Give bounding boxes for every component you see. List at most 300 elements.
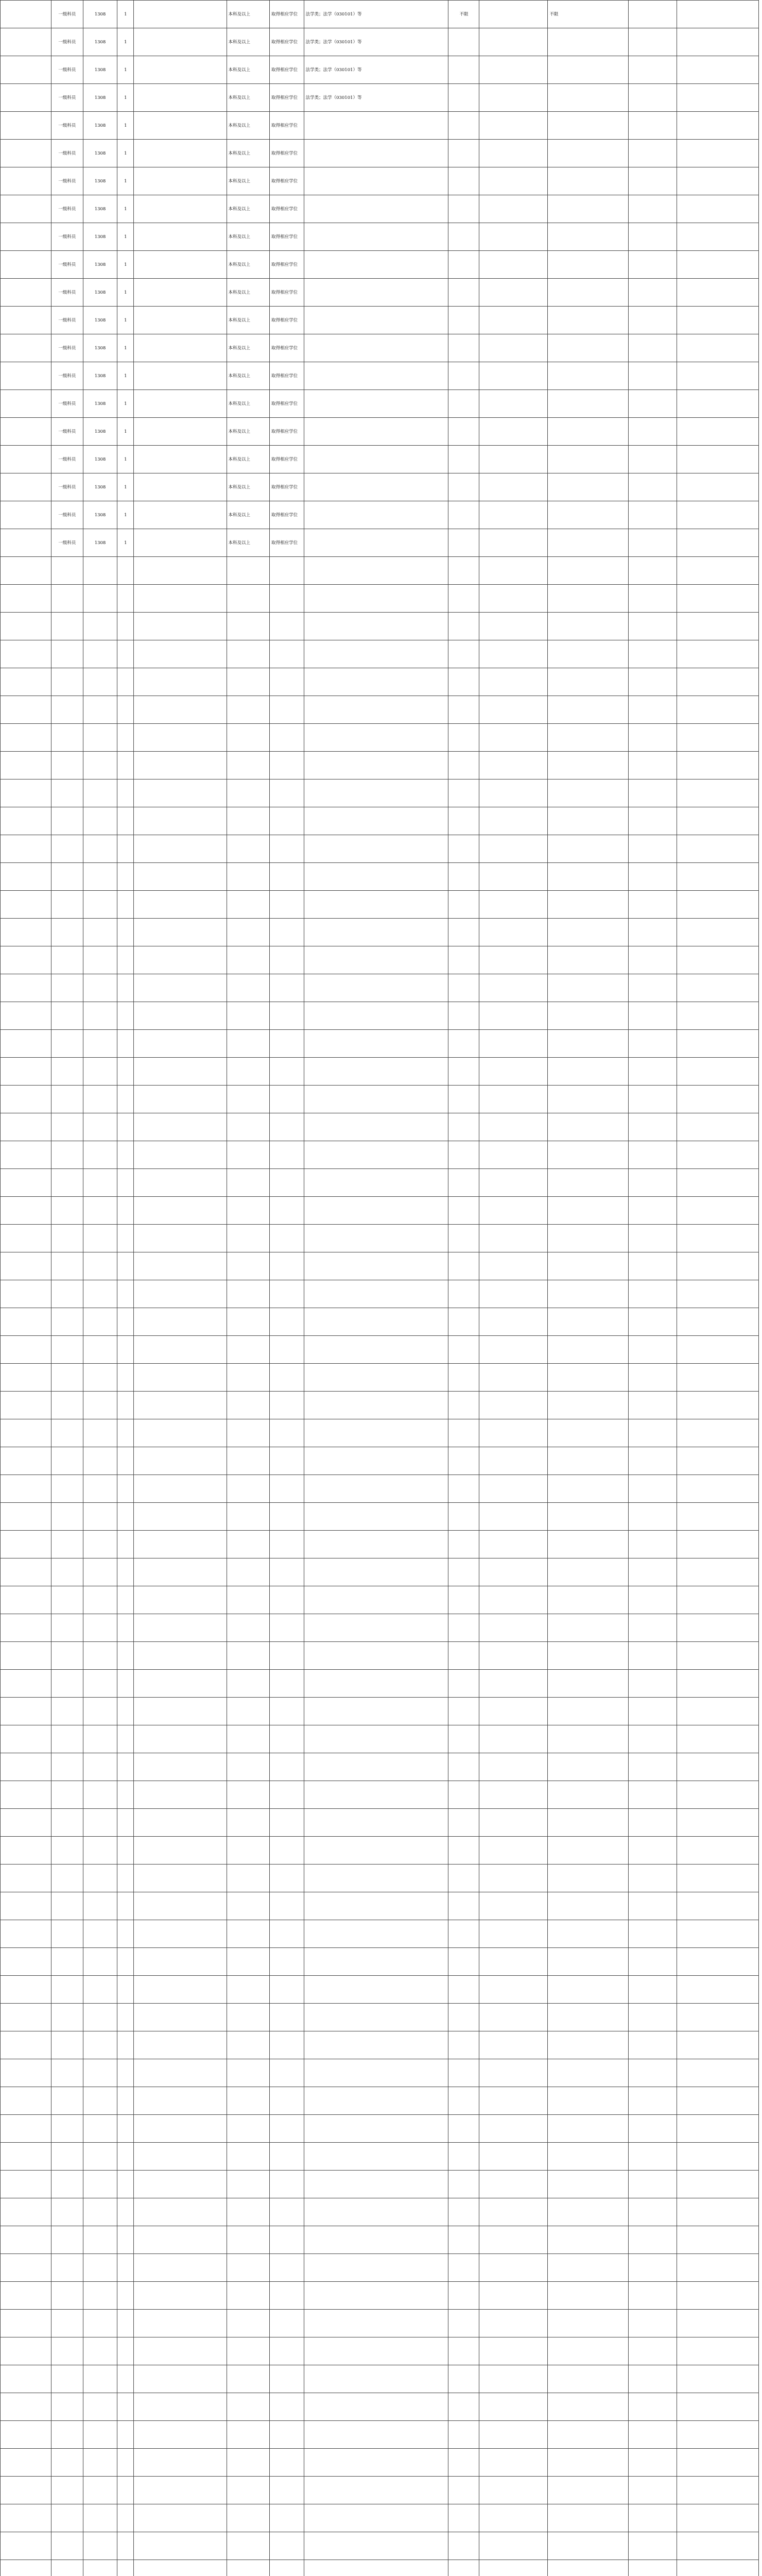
- cell-grassroots: [479, 2310, 548, 2337]
- cell-political: [448, 1364, 479, 1392]
- cell-degree: [270, 1725, 304, 1753]
- cell-political: [448, 307, 479, 334]
- cell-degree: [270, 1002, 304, 1030]
- cell-edu: [227, 2421, 270, 2449]
- cell-cat: [134, 112, 227, 140]
- cell-cat: [134, 1642, 227, 1670]
- table-row: [1, 1586, 759, 1614]
- cell-edu: 本科及以上: [227, 334, 270, 362]
- cell-unit: [1, 1725, 51, 1753]
- cell-code: [83, 2143, 117, 2171]
- cell-major: [304, 2087, 448, 2115]
- cell-other: [548, 307, 629, 334]
- cell-code: [83, 1086, 117, 1113]
- cell-other: [548, 2226, 629, 2254]
- cell-exam: [628, 1558, 677, 1586]
- cell-job: [51, 946, 83, 974]
- cell-cat: [134, 1058, 227, 1086]
- cell-edu: [227, 807, 270, 835]
- cell-degree: 取得相应学位: [270, 529, 304, 557]
- cell-num: [117, 2031, 134, 2059]
- cell-political: [448, 279, 479, 307]
- cell-unit: [1, 279, 51, 307]
- cell-unit: [1, 1113, 51, 1141]
- cell-unit: [1, 2282, 51, 2310]
- cell-grassroots: [479, 1725, 548, 1753]
- cell-edu: 本科及以上: [227, 473, 270, 501]
- cell-unit: [1, 2004, 51, 2031]
- table-row: [1, 1419, 759, 1447]
- cell-unit: [1, 1614, 51, 1642]
- cell-grassroots: [479, 974, 548, 1002]
- cell-other: [548, 223, 629, 251]
- cell-code: [83, 1976, 117, 2004]
- cell-job: [51, 2226, 83, 2254]
- cell-unit: [1, 334, 51, 362]
- cell-cat: [134, 1837, 227, 1865]
- cell-grassroots: [479, 1892, 548, 1920]
- cell-num: [117, 807, 134, 835]
- cell-cat: [134, 2226, 227, 2254]
- cell-political: [448, 2198, 479, 2226]
- table-row: [1, 919, 759, 946]
- cell-job: [51, 2004, 83, 2031]
- cell-exam: [628, 390, 677, 418]
- table-row: [1, 2115, 759, 2143]
- cell-job: [51, 1475, 83, 1503]
- cell-major: [304, 863, 448, 891]
- cell-exam: [628, 863, 677, 891]
- cell-major: 法学类；法学（030101）等: [304, 56, 448, 84]
- cell-other: [548, 251, 629, 279]
- cell-political: [448, 1225, 479, 1252]
- cell-note: [677, 807, 759, 835]
- cell-edu: [227, 2171, 270, 2198]
- cell-code: [83, 1892, 117, 1920]
- cell-grassroots: [479, 2504, 548, 2532]
- cell-unit: [1, 2532, 51, 2560]
- cell-code: [83, 2087, 117, 2115]
- cell-job: [51, 1225, 83, 1252]
- cell-grassroots: [479, 2365, 548, 2393]
- cell-political: [448, 613, 479, 640]
- cell-edu: [227, 2031, 270, 2059]
- cell-job: [51, 2449, 83, 2477]
- cell-other: [548, 2421, 629, 2449]
- cell-degree: [270, 1086, 304, 1113]
- cell-num: [117, 1058, 134, 1086]
- cell-cat: [134, 807, 227, 835]
- table-body: [1, 1, 759, 2576]
- cell-job: 一级科员: [51, 251, 83, 279]
- cell-code: 1308: [83, 28, 117, 56]
- cell-major: [304, 2449, 448, 2477]
- cell-num: 1: [117, 334, 134, 362]
- cell-cat: [134, 1308, 227, 1336]
- cell-grassroots: [479, 1948, 548, 1976]
- cell-other: [548, 557, 629, 585]
- cell-cat: [134, 1475, 227, 1503]
- cell-num: [117, 696, 134, 724]
- cell-unit: [1, 585, 51, 613]
- cell-unit: [1, 1503, 51, 1531]
- cell-political: [448, 1531, 479, 1558]
- cell-cat: [134, 1698, 227, 1725]
- cell-cat: [134, 2198, 227, 2226]
- table-row: [1, 2337, 759, 2365]
- cell-job: 一级科员: [51, 279, 83, 307]
- cell-code: [83, 1558, 117, 1586]
- cell-major: [304, 2198, 448, 2226]
- table-row: [1, 2143, 759, 2171]
- cell-job: [51, 1252, 83, 1280]
- cell-political: [448, 640, 479, 668]
- cell-cat: [134, 1002, 227, 1030]
- cell-edu: [227, 2504, 270, 2532]
- cell-num: [117, 1169, 134, 1197]
- cell-note: [677, 2449, 759, 2477]
- cell-cat: [134, 2115, 227, 2143]
- cell-unit: [1, 919, 51, 946]
- cell-exam: [628, 2254, 677, 2282]
- cell-other: [548, 112, 629, 140]
- cell-note: [677, 2393, 759, 2421]
- cell-note: [677, 1920, 759, 1948]
- cell-exam: [628, 1308, 677, 1336]
- table-row: [1, 56, 759, 84]
- cell-code: [83, 1586, 117, 1614]
- cell-other: [548, 946, 629, 974]
- cell-political: [448, 1058, 479, 1086]
- cell-degree: 取得相应学位: [270, 1, 304, 28]
- table-row: [1, 2421, 759, 2449]
- cell-code: [83, 1642, 117, 1670]
- cell-grassroots: [479, 1419, 548, 1447]
- cell-grassroots: [479, 28, 548, 56]
- cell-major: [304, 1113, 448, 1141]
- cell-grassroots: [479, 1558, 548, 1586]
- cell-political: [448, 334, 479, 362]
- cell-major: [304, 446, 448, 473]
- cell-exam: [628, 56, 677, 84]
- cell-note: [677, 1336, 759, 1364]
- cell-job: 一级科员: [51, 112, 83, 140]
- cell-political: [448, 1670, 479, 1698]
- cell-cat: [134, 2477, 227, 2504]
- cell-degree: [270, 1920, 304, 1948]
- cell-political: [448, 974, 479, 1002]
- cell-political: [448, 473, 479, 501]
- cell-grassroots: [479, 2560, 548, 2576]
- cell-grassroots: [479, 1837, 548, 1865]
- cell-degree: [270, 1113, 304, 1141]
- cell-grassroots: [479, 418, 548, 446]
- cell-degree: 取得相应学位: [270, 279, 304, 307]
- cell-grassroots: [479, 2198, 548, 2226]
- cell-cat: [134, 2393, 227, 2421]
- cell-major: [304, 223, 448, 251]
- cell-political: [448, 1392, 479, 1419]
- cell-political: [448, 779, 479, 807]
- cell-exam: [628, 418, 677, 446]
- cell-job: [51, 613, 83, 640]
- cell-note: [677, 974, 759, 1002]
- cell-grassroots: [479, 2421, 548, 2449]
- cell-exam: [628, 1781, 677, 1809]
- cell-other: [548, 334, 629, 362]
- cell-cat: [134, 779, 227, 807]
- cell-degree: 取得相应学位: [270, 334, 304, 362]
- cell-unit: [1, 2198, 51, 2226]
- cell-grassroots: [479, 752, 548, 779]
- cell-cat: [134, 557, 227, 585]
- cell-exam: [628, 1892, 677, 1920]
- cell-exam: [628, 112, 677, 140]
- cell-major: [304, 1920, 448, 1948]
- cell-cat: [134, 223, 227, 251]
- cell-political: [448, 807, 479, 835]
- cell-grassroots: [479, 1392, 548, 1419]
- table-row: [1, 2393, 759, 2421]
- cell-other: [548, 613, 629, 640]
- cell-note: [677, 2059, 759, 2087]
- cell-cat: [134, 1030, 227, 1058]
- cell-other: [548, 418, 629, 446]
- cell-other: [548, 2171, 629, 2198]
- cell-job: 一级科员: [51, 362, 83, 390]
- cell-cat: [134, 724, 227, 752]
- table-row: [1, 2226, 759, 2254]
- table-row: [1, 752, 759, 779]
- cell-unit: [1, 807, 51, 835]
- cell-num: [117, 2171, 134, 2198]
- cell-code: [83, 1308, 117, 1336]
- cell-edu: [227, 2198, 270, 2226]
- cell-other: [548, 779, 629, 807]
- cell-note: [677, 835, 759, 863]
- cell-cat: [134, 1781, 227, 1809]
- cell-other: [548, 1002, 629, 1030]
- cell-political: [448, 2504, 479, 2532]
- cell-num: [117, 2337, 134, 2365]
- cell-unit: [1, 1558, 51, 1586]
- cell-other: [548, 891, 629, 919]
- cell-other: [548, 1558, 629, 1586]
- cell-other: [548, 1141, 629, 1169]
- cell-political: [448, 1002, 479, 1030]
- table-row: [1, 863, 759, 891]
- cell-num: [117, 1503, 134, 1531]
- cell-other: [548, 2198, 629, 2226]
- cell-degree: [270, 1614, 304, 1642]
- cell-job: [51, 585, 83, 613]
- cell-degree: [270, 1642, 304, 1670]
- cell-unit: [1, 1865, 51, 1892]
- cell-other: [548, 2143, 629, 2171]
- cell-grassroots: [479, 863, 548, 891]
- cell-political: [448, 1030, 479, 1058]
- cell-grassroots: [479, 1225, 548, 1252]
- cell-num: [117, 2198, 134, 2226]
- cell-unit: [1, 696, 51, 724]
- cell-edu: [227, 835, 270, 863]
- cell-job: [51, 2393, 83, 2421]
- cell-num: 1: [117, 279, 134, 307]
- cell-unit: [1, 1976, 51, 2004]
- cell-grassroots: [479, 112, 548, 140]
- cell-other: [548, 2059, 629, 2087]
- cell-grassroots: [479, 307, 548, 334]
- cell-cat: [134, 1920, 227, 1948]
- cell-num: [117, 1781, 134, 1809]
- cell-unit: [1, 2504, 51, 2532]
- cell-edu: [227, 2282, 270, 2310]
- cell-edu: [227, 1169, 270, 1197]
- cell-note: [677, 390, 759, 418]
- cell-job: [51, 1197, 83, 1225]
- cell-num: [117, 1447, 134, 1475]
- cell-exam: [628, 195, 677, 223]
- cell-num: [117, 1197, 134, 1225]
- cell-unit: [1, 251, 51, 279]
- cell-major: [304, 1058, 448, 1086]
- cell-code: [83, 696, 117, 724]
- cell-note: [677, 696, 759, 724]
- cell-other: [548, 2504, 629, 2532]
- cell-unit: [1, 863, 51, 891]
- cell-exam: [628, 668, 677, 696]
- cell-code: 1308: [83, 446, 117, 473]
- cell-job: [51, 2282, 83, 2310]
- cell-edu: 本科及以上: [227, 279, 270, 307]
- table-row: [1, 1837, 759, 1865]
- cell-degree: [270, 1364, 304, 1392]
- cell-grassroots: [479, 1, 548, 28]
- cell-job: [51, 1809, 83, 1837]
- cell-major: 法学类；法学（030101）等: [304, 84, 448, 112]
- cell-note: [677, 418, 759, 446]
- cell-unit: [1, 2560, 51, 2576]
- cell-num: [117, 946, 134, 974]
- cell-degree: 取得相应学位: [270, 390, 304, 418]
- cell-job: [51, 1503, 83, 1531]
- cell-degree: 取得相应学位: [270, 362, 304, 390]
- cell-unit: [1, 1141, 51, 1169]
- cell-exam: [628, 752, 677, 779]
- cell-job: 一级科员: [51, 223, 83, 251]
- cell-major: [304, 557, 448, 585]
- cell-degree: [270, 1308, 304, 1336]
- cell-exam: [628, 640, 677, 668]
- cell-job: [51, 779, 83, 807]
- cell-degree: [270, 1419, 304, 1447]
- cell-major: [304, 1252, 448, 1280]
- cell-job: [51, 1558, 83, 1586]
- cell-code: [83, 1447, 117, 1475]
- cell-unit: [1, 835, 51, 863]
- cell-political: [448, 1892, 479, 1920]
- cell-exam: [628, 2560, 677, 2576]
- cell-note: [677, 1670, 759, 1698]
- table-row: [1, 613, 759, 640]
- cell-code: [83, 2031, 117, 2059]
- cell-political: [448, 2143, 479, 2171]
- cell-political: [448, 223, 479, 251]
- cell-degree: [270, 2560, 304, 2576]
- cell-code: [83, 1364, 117, 1392]
- cell-job: 一级科员: [51, 334, 83, 362]
- cell-exam: [628, 1670, 677, 1698]
- cell-num: [117, 1753, 134, 1781]
- cell-political: [448, 1725, 479, 1753]
- cell-unit: [1, 2393, 51, 2421]
- cell-political: [448, 195, 479, 223]
- cell-edu: [227, 2059, 270, 2087]
- cell-major: [304, 307, 448, 334]
- cell-num: [117, 1086, 134, 1113]
- cell-note: [677, 1308, 759, 1336]
- cell-num: [117, 1892, 134, 1920]
- table-row: [1, 1948, 759, 1976]
- cell-unit: [1, 2031, 51, 2059]
- cell-code: [83, 1169, 117, 1197]
- cell-cat: [134, 974, 227, 1002]
- cell-job: [51, 640, 83, 668]
- cell-cat: [134, 2059, 227, 2087]
- cell-cat: [134, 1753, 227, 1781]
- cell-num: [117, 1865, 134, 1892]
- cell-cat: [134, 1586, 227, 1614]
- cell-code: [83, 2421, 117, 2449]
- cell-political: [448, 1948, 479, 1976]
- cell-political: [448, 1503, 479, 1531]
- cell-exam: [628, 140, 677, 167]
- cell-major: [304, 473, 448, 501]
- cell-degree: [270, 2393, 304, 2421]
- cell-other: [548, 1086, 629, 1113]
- cell-code: [83, 1475, 117, 1503]
- cell-cat: [134, 2143, 227, 2171]
- cell-degree: [270, 1141, 304, 1169]
- cell-job: 一级科员: [51, 167, 83, 195]
- cell-other: [548, 1642, 629, 1670]
- cell-edu: [227, 1197, 270, 1225]
- cell-cat: [134, 2504, 227, 2532]
- cell-num: [117, 1030, 134, 1058]
- table-row: [1, 668, 759, 696]
- cell-grassroots: [479, 585, 548, 613]
- cell-code: 1308: [83, 56, 117, 84]
- cell-code: [83, 2004, 117, 2031]
- cell-unit: [1, 1586, 51, 1614]
- cell-major: [304, 919, 448, 946]
- cell-exam: [628, 2059, 677, 2087]
- cell-num: [117, 2059, 134, 2087]
- cell-num: [117, 1698, 134, 1725]
- cell-degree: [270, 1169, 304, 1197]
- cell-code: [83, 1141, 117, 1169]
- cell-grassroots: [479, 2282, 548, 2310]
- cell-exam: [628, 1725, 677, 1753]
- cell-other: [548, 56, 629, 84]
- cell-exam: [628, 1475, 677, 1503]
- cell-note: [677, 2087, 759, 2115]
- cell-cat: [134, 56, 227, 84]
- cell-degree: [270, 2031, 304, 2059]
- cell-exam: [628, 2198, 677, 2226]
- table-row: [1, 1503, 759, 1531]
- table-row: [1, 28, 759, 56]
